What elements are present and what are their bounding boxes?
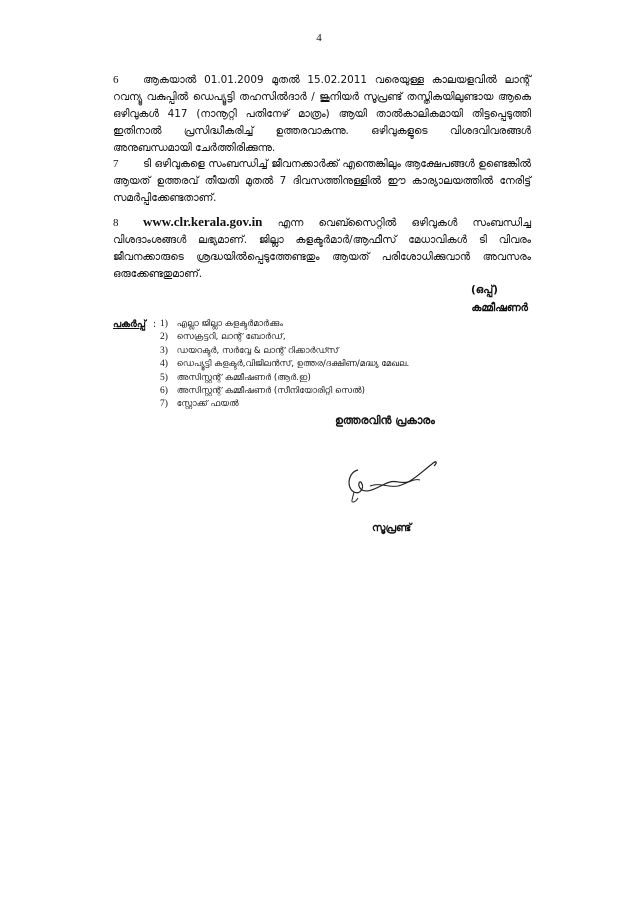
commissioner-title: കമ്മീഷണർ (471, 302, 528, 314)
list-item (160, 345, 409, 358)
paragraph-number: 6 (113, 74, 119, 86)
item-number: 7) (160, 399, 168, 410)
item-number: 3) (160, 345, 168, 356)
item-text: എല്ലാ ജില്ലാ കളക്ടർമാർക്കും (176, 319, 284, 329)
list-item (160, 318, 409, 331)
copy-list (160, 318, 409, 412)
copy-label: പകർപ്പ് (113, 319, 146, 330)
item-text: അസിസ്റ്റന്റ് കമ്മീഷണർ (സീനിയോരിറ്റി സെൽ) (176, 386, 366, 397)
item-number: 1) (160, 319, 168, 329)
paragraph-7 (113, 156, 531, 207)
list-item (160, 385, 409, 398)
list-item (160, 358, 409, 371)
website-link[interactable]: www.clr.kerala.gov.in (143, 214, 263, 229)
paragraph-number: 8 (113, 217, 119, 229)
paragraph-text: എന്ന വെബ്സൈറ്റിൽ ഒഴിവുകൾ സംബന്ധിച്ച വിശദാംശങ്ങൾ ലഭ്യമാണ്. ജില്ലാ കളക്ടർമാർ/ആഫീസ് മേധാവികൾ ടി വിവരം ജീവനക്കാരുടെ ശ്രദ്ധയിൽപ്പെടുത്തേണ്ടതും ആയത് പരിശോധിക്കുവാൻ അവസരം ഒരുക്കേണ്ടതുമാണ്. (113, 217, 531, 280)
item-number: 6) (160, 386, 168, 397)
item-text: സ്റ്റോക്ക് ഫയൽ (176, 399, 239, 410)
list-item (160, 372, 409, 385)
item-number: 2) (160, 332, 168, 343)
list-item (160, 398, 409, 411)
list-item (160, 331, 409, 344)
paragraph-text: ടി ഒഴിവുകളെ സംബന്ധിച്ച് ജീവനക്കാർക്ക് എന്തെങ്കിലും ആക്ഷേപങ്ങൾ ഉണ്ടെങ്കിൽ ആയത് ഉത്തരവ് തീയതി മുതൽ 7 ദിവസത്തിനുള്ളിൽ ഈ കാര്യാലയത്തിൽ നേരിട്ട് സമർപ്പിക്കേണ്ടതാണ്. (113, 158, 531, 204)
paragraph-number: 7 (113, 158, 119, 170)
item-number: 4) (160, 359, 168, 370)
item-text: ഡെപ്യൂട്ടി കളക്ടർ,വിജിലൻസ്, ഉത്തര/ദക്ഷിണ/മദ്ധ്യ മേഖല. (176, 359, 410, 370)
item-text: സെക്രട്ടറി, ലാന്റ് ബോർഡ്, (176, 332, 286, 343)
copy-colon: : (153, 319, 157, 330)
superintendent-title: സൂപ്രണ്ട് (372, 522, 412, 534)
signed-marker: (ഒപ്പ്) (470, 284, 498, 296)
page-number: 4 (316, 32, 322, 44)
handwritten-signature (340, 448, 450, 508)
paragraph-8 (113, 213, 531, 283)
paragraph-6 (113, 72, 531, 157)
item-number: 5) (160, 372, 168, 383)
item-text: ഡയറക്ടർ, സർവ്വേ & ലാന്റ് റിക്കാർഡ്സ് (176, 345, 339, 356)
item-text: അസിസ്റ്റന്റ് കമ്മീഷണർ (ആർ.ഇ) (176, 372, 311, 383)
paragraph-text: ആകയാൽ 01.01.2009 മുതൽ 15.02.2011 വരെയുള്ള കാലയളവിൽ ലാന്റ് റവന്യൂ വകുപ്പിൽ ഡെപ്യൂട്ടി തഹസിൽദാർ / ജൂനിയർ സൂപ്രണ്ട് തസ്തികയിലുണ്ടായ ആകെ ഒഴിവുകൾ 417 (നാനൂറ്റി പതിനേഴ് മാത്രം) ആയി താൽകാലികമായി തിട്ടപ്പെടുത്തി ഇതിനാൽ പ്രസിദ്ധീകരിച്ച് ഉത്തരവാകുന്നു. ഒഴിവുകളുടെ വിശദവിവരങ്ങൾ അനുബന്ധമായി ചേർത്തിരിക്കുന്നു. (113, 74, 531, 154)
order-by-label: ഉത്തരവിൻ പ്രകാരം (335, 414, 435, 427)
